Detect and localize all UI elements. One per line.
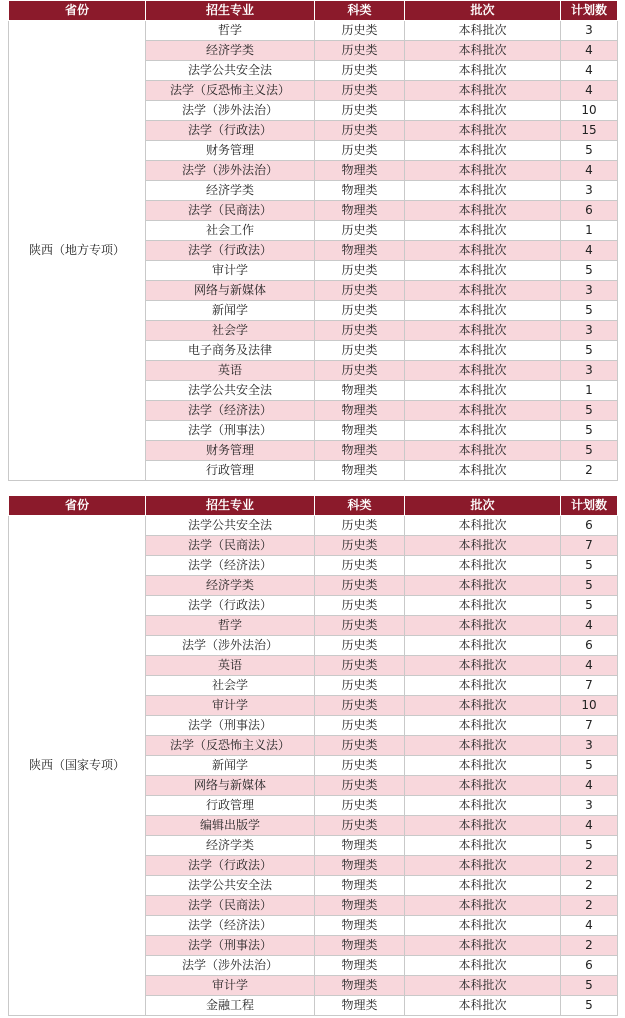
- batch-cell: 本科批次: [405, 856, 561, 876]
- category-cell: 历史类: [315, 321, 405, 341]
- major-cell: 经济学类: [146, 181, 315, 201]
- category-cell: 历史类: [315, 281, 405, 301]
- category-cell: 物理类: [315, 461, 405, 481]
- quota-cell: 5: [561, 141, 618, 161]
- major-cell: 财务管理: [146, 441, 315, 461]
- quota-cell: 10: [561, 696, 618, 716]
- quota-cell: 4: [561, 776, 618, 796]
- major-cell: 法学（涉外法治）: [146, 956, 315, 976]
- quota-cell: 7: [561, 536, 618, 556]
- batch-cell: 本科批次: [405, 596, 561, 616]
- major-cell: 网络与新媒体: [146, 281, 315, 301]
- batch-cell: 本科批次: [405, 201, 561, 221]
- quota-cell: 5: [561, 996, 618, 1016]
- enrollment-table-national: [8, 495, 618, 1016]
- quota-cell: 5: [561, 441, 618, 461]
- quota-cell: 5: [561, 341, 618, 361]
- category-cell: 历史类: [315, 636, 405, 656]
- quota-cell: 1: [561, 381, 618, 401]
- category-cell: 历史类: [315, 576, 405, 596]
- batch-cell: 本科批次: [405, 81, 561, 101]
- category-cell: 物理类: [315, 876, 405, 896]
- quota-cell: 3: [561, 736, 618, 756]
- batch-cell: 本科批次: [405, 636, 561, 656]
- batch-cell: 本科批次: [405, 161, 561, 181]
- category-cell: 历史类: [315, 656, 405, 676]
- category-cell: 物理类: [315, 421, 405, 441]
- batch-cell: 本科批次: [405, 341, 561, 361]
- major-cell: 哲学: [146, 21, 315, 41]
- major-cell: 法学（涉外法治）: [146, 636, 315, 656]
- category-cell: 物理类: [315, 161, 405, 181]
- category-cell: 历史类: [315, 596, 405, 616]
- batch-cell: 本科批次: [405, 141, 561, 161]
- major-cell: 社会学: [146, 676, 315, 696]
- batch-cell: 本科批次: [405, 896, 561, 916]
- category-cell: 历史类: [315, 616, 405, 636]
- quota-cell: 7: [561, 716, 618, 736]
- quota-cell: 6: [561, 201, 618, 221]
- quota-cell: 4: [561, 81, 618, 101]
- batch-cell: 本科批次: [405, 916, 561, 936]
- category-cell: 物理类: [315, 896, 405, 916]
- batch-cell: 本科批次: [405, 121, 561, 141]
- major-cell: 法学公共安全法: [146, 381, 315, 401]
- major-cell: 电子商务及法律: [146, 341, 315, 361]
- batch-cell: 本科批次: [405, 421, 561, 441]
- category-cell: 物理类: [315, 836, 405, 856]
- category-cell: 历史类: [315, 341, 405, 361]
- category-cell: 历史类: [315, 261, 405, 281]
- quota-cell: 2: [561, 876, 618, 896]
- quota-cell: 4: [561, 656, 618, 676]
- category-cell: 历史类: [315, 716, 405, 736]
- category-cell: 物理类: [315, 916, 405, 936]
- category-cell: 物理类: [315, 401, 405, 421]
- major-cell: 法学（刑事法）: [146, 421, 315, 441]
- province-cell: 陕西（地方专项）: [9, 21, 146, 481]
- category-cell: 历史类: [315, 81, 405, 101]
- batch-cell: 本科批次: [405, 676, 561, 696]
- batch-cell: 本科批次: [405, 876, 561, 896]
- major-cell: 编辑出版学: [146, 816, 315, 836]
- major-cell: 社会学: [146, 321, 315, 341]
- major-cell: 法学（行政法）: [146, 121, 315, 141]
- quota-cell: 4: [561, 616, 618, 636]
- quota-cell: 3: [561, 21, 618, 41]
- quota-cell: 5: [561, 421, 618, 441]
- category-cell: 历史类: [315, 301, 405, 321]
- quota-cell: 3: [561, 796, 618, 816]
- category-cell: 物理类: [315, 936, 405, 956]
- batch-cell: 本科批次: [405, 836, 561, 856]
- category-cell: 物理类: [315, 441, 405, 461]
- major-cell: 法学公共安全法: [146, 61, 315, 81]
- category-cell: 历史类: [315, 736, 405, 756]
- quota-cell: 5: [561, 401, 618, 421]
- header-batch: 批次: [405, 1, 561, 21]
- category-cell: 历史类: [315, 361, 405, 381]
- category-cell: 历史类: [315, 796, 405, 816]
- header-batch: 批次: [405, 496, 561, 516]
- batch-cell: 本科批次: [405, 61, 561, 81]
- major-cell: 法学（反恐怖主义法）: [146, 736, 315, 756]
- quota-cell: 5: [561, 556, 618, 576]
- category-cell: 物理类: [315, 201, 405, 221]
- quota-cell: 10: [561, 101, 618, 121]
- header-quota: 计划数: [561, 1, 618, 21]
- province-cell: 陕西（国家专项）: [9, 516, 146, 1016]
- quota-cell: 5: [561, 576, 618, 596]
- batch-cell: 本科批次: [405, 576, 561, 596]
- category-cell: 历史类: [315, 756, 405, 776]
- batch-cell: 本科批次: [405, 441, 561, 461]
- category-cell: 历史类: [315, 816, 405, 836]
- major-cell: 英语: [146, 361, 315, 381]
- major-cell: 审计学: [146, 976, 315, 996]
- header-category: 科类: [315, 496, 405, 516]
- major-cell: 法学（刑事法）: [146, 936, 315, 956]
- batch-cell: 本科批次: [405, 936, 561, 956]
- batch-cell: 本科批次: [405, 756, 561, 776]
- batch-cell: 本科批次: [405, 241, 561, 261]
- major-cell: 财务管理: [146, 141, 315, 161]
- quota-cell: 4: [561, 41, 618, 61]
- table-row: [9, 21, 618, 41]
- batch-cell: 本科批次: [405, 736, 561, 756]
- category-cell: 历史类: [315, 776, 405, 796]
- major-cell: 哲学: [146, 616, 315, 636]
- quota-cell: 4: [561, 161, 618, 181]
- major-cell: 法学（反恐怖主义法）: [146, 81, 315, 101]
- batch-cell: 本科批次: [405, 301, 561, 321]
- header-major: 招生专业: [146, 496, 315, 516]
- quota-cell: 3: [561, 361, 618, 381]
- major-cell: 社会工作: [146, 221, 315, 241]
- quota-cell: 2: [561, 936, 618, 956]
- quota-cell: 5: [561, 596, 618, 616]
- category-cell: 历史类: [315, 101, 405, 121]
- header-province: 省份: [9, 1, 146, 21]
- table-row: [9, 516, 618, 536]
- major-cell: 经济学类: [146, 576, 315, 596]
- category-cell: 历史类: [315, 21, 405, 41]
- category-cell: 历史类: [315, 556, 405, 576]
- category-cell: 历史类: [315, 61, 405, 81]
- major-cell: 法学（经济法）: [146, 401, 315, 421]
- major-cell: 新闻学: [146, 301, 315, 321]
- category-cell: 物理类: [315, 956, 405, 976]
- category-cell: 历史类: [315, 696, 405, 716]
- category-cell: 历史类: [315, 121, 405, 141]
- quota-cell: 6: [561, 516, 618, 536]
- quota-cell: 6: [561, 956, 618, 976]
- batch-cell: 本科批次: [405, 401, 561, 421]
- category-cell: 物理类: [315, 241, 405, 261]
- major-cell: 审计学: [146, 261, 315, 281]
- quota-cell: 2: [561, 896, 618, 916]
- batch-cell: 本科批次: [405, 361, 561, 381]
- quota-cell: 5: [561, 301, 618, 321]
- major-cell: 新闻学: [146, 756, 315, 776]
- major-cell: 法学（经济法）: [146, 556, 315, 576]
- category-cell: 物理类: [315, 856, 405, 876]
- major-cell: 经济学类: [146, 41, 315, 61]
- enrollment-table-local: [8, 0, 618, 481]
- major-cell: 行政管理: [146, 461, 315, 481]
- category-cell: 历史类: [315, 676, 405, 696]
- category-cell: 历史类: [315, 41, 405, 61]
- batch-cell: 本科批次: [405, 101, 561, 121]
- quota-cell: 4: [561, 241, 618, 261]
- category-cell: 历史类: [315, 221, 405, 241]
- quota-cell: 3: [561, 281, 618, 301]
- quota-cell: 15: [561, 121, 618, 141]
- header-major: 招生专业: [146, 1, 315, 21]
- quota-cell: 5: [561, 976, 618, 996]
- category-cell: 历史类: [315, 141, 405, 161]
- category-cell: 物理类: [315, 996, 405, 1016]
- header-category: 科类: [315, 1, 405, 21]
- quota-cell: 2: [561, 856, 618, 876]
- batch-cell: 本科批次: [405, 696, 561, 716]
- category-cell: 物理类: [315, 976, 405, 996]
- batch-cell: 本科批次: [405, 796, 561, 816]
- batch-cell: 本科批次: [405, 956, 561, 976]
- major-cell: 法学公共安全法: [146, 516, 315, 536]
- major-cell: 法学（民商法）: [146, 201, 315, 221]
- major-cell: 英语: [146, 656, 315, 676]
- major-cell: 审计学: [146, 696, 315, 716]
- batch-cell: 本科批次: [405, 556, 561, 576]
- header-row: [9, 1, 618, 21]
- quota-cell: 5: [561, 261, 618, 281]
- quota-cell: 3: [561, 181, 618, 201]
- quota-cell: 2: [561, 461, 618, 481]
- major-cell: 法学（涉外法治）: [146, 161, 315, 181]
- quota-cell: 6: [561, 636, 618, 656]
- major-cell: 法学（民商法）: [146, 896, 315, 916]
- quota-cell: 4: [561, 816, 618, 836]
- quota-cell: 1: [561, 221, 618, 241]
- header-quota: 计划数: [561, 496, 618, 516]
- major-cell: 经济学类: [146, 836, 315, 856]
- major-cell: 金融工程: [146, 996, 315, 1016]
- quota-cell: 4: [561, 61, 618, 81]
- batch-cell: 本科批次: [405, 516, 561, 536]
- category-cell: 历史类: [315, 536, 405, 556]
- quota-cell: 3: [561, 321, 618, 341]
- batch-cell: 本科批次: [405, 321, 561, 341]
- major-cell: 行政管理: [146, 796, 315, 816]
- batch-cell: 本科批次: [405, 21, 561, 41]
- batch-cell: 本科批次: [405, 261, 561, 281]
- header-province: 省份: [9, 496, 146, 516]
- batch-cell: 本科批次: [405, 996, 561, 1016]
- major-cell: 法学（行政法）: [146, 856, 315, 876]
- batch-cell: 本科批次: [405, 536, 561, 556]
- batch-cell: 本科批次: [405, 716, 561, 736]
- major-cell: 法学（民商法）: [146, 536, 315, 556]
- batch-cell: 本科批次: [405, 281, 561, 301]
- major-cell: 法学（行政法）: [146, 241, 315, 261]
- major-cell: 法学公共安全法: [146, 876, 315, 896]
- batch-cell: 本科批次: [405, 776, 561, 796]
- header-row: [9, 496, 618, 516]
- major-cell: 网络与新媒体: [146, 776, 315, 796]
- quota-cell: 5: [561, 756, 618, 776]
- major-cell: 法学（行政法）: [146, 596, 315, 616]
- batch-cell: 本科批次: [405, 41, 561, 61]
- quota-cell: 5: [561, 836, 618, 856]
- batch-cell: 本科批次: [405, 976, 561, 996]
- major-cell: 法学（刑事法）: [146, 716, 315, 736]
- quota-cell: 4: [561, 916, 618, 936]
- batch-cell: 本科批次: [405, 816, 561, 836]
- quota-cell: 7: [561, 676, 618, 696]
- category-cell: 历史类: [315, 516, 405, 536]
- major-cell: 法学（经济法）: [146, 916, 315, 936]
- batch-cell: 本科批次: [405, 461, 561, 481]
- batch-cell: 本科批次: [405, 221, 561, 241]
- category-cell: 物理类: [315, 181, 405, 201]
- category-cell: 物理类: [315, 381, 405, 401]
- major-cell: 法学（涉外法治）: [146, 101, 315, 121]
- batch-cell: 本科批次: [405, 616, 561, 636]
- batch-cell: 本科批次: [405, 656, 561, 676]
- batch-cell: 本科批次: [405, 181, 561, 201]
- batch-cell: 本科批次: [405, 381, 561, 401]
